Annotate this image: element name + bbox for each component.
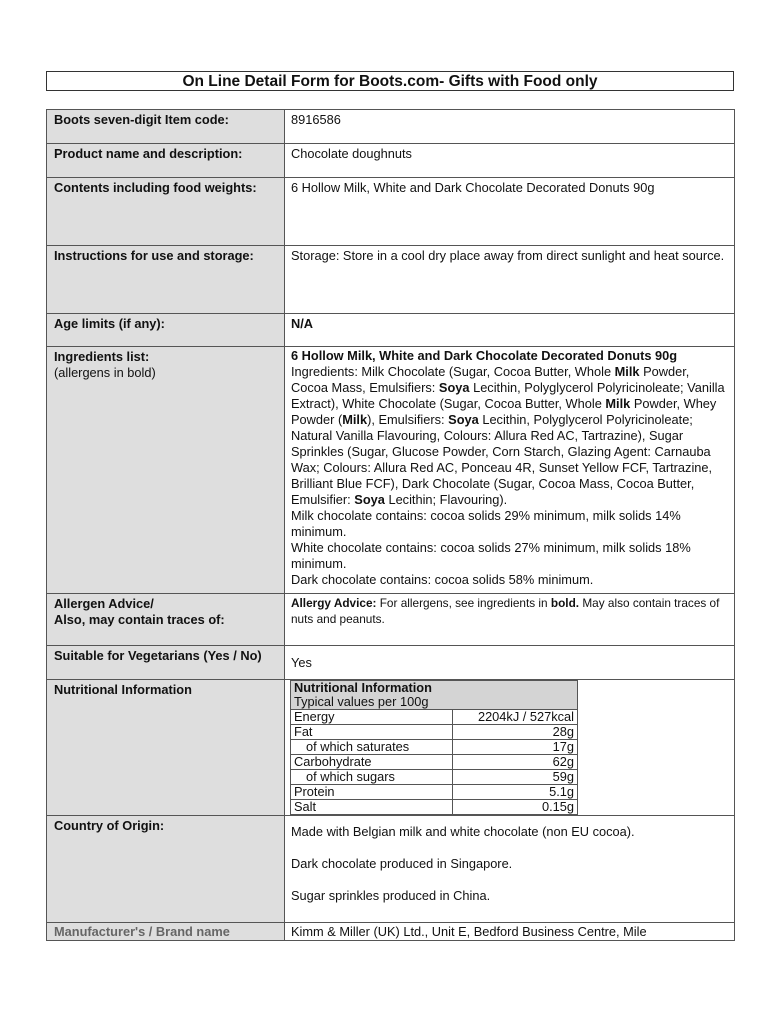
nutrition-table-subtitle: Typical values per 100g (291, 695, 578, 710)
ingredients-segment: ), Emulsifiers: (367, 412, 449, 427)
row-origin (47, 816, 735, 923)
nutrition-table-title: Nutritional Information (291, 681, 578, 696)
ingredients-text (291, 364, 728, 508)
instructions-label: Instructions for use and storage: (47, 246, 285, 314)
nutrient-name: Salt (291, 800, 453, 815)
item-code-label: Boots seven-digit Item code: (47, 110, 285, 144)
row-manufacturer (47, 923, 735, 941)
allergen-bold: bold. (550, 596, 580, 610)
ingredients-label: Ingredients list: (54, 349, 150, 364)
origin-line: Dark chocolate produced in Singapore. (291, 856, 513, 871)
row-item-code (47, 110, 735, 144)
cocoa-solids-note: Milk chocolate contains: cocoa solids 29% minimum, milk solids 14% minimum. (291, 508, 681, 539)
ingredients-heading: 6 Hollow Milk, White and Dark Chocolate Decorated Donuts 90g (291, 348, 678, 363)
ingredients-sublabel: (allergens in bold) (54, 365, 156, 380)
ingredients-segment: Lecithin; Flavouring). (384, 492, 508, 507)
cocoa-solids-note: Dark chocolate contains: cocoa solids 58% minimum. (291, 572, 594, 587)
vegetarian-label: Suitable for Vegetarians (Yes / No) (47, 646, 285, 680)
product-name-label: Product name and description: (47, 144, 285, 178)
allergen-value (285, 594, 735, 646)
allergen-text1: For allergens, see ingredients in (376, 596, 551, 610)
nutrient-value: 62g (453, 755, 578, 770)
age-label: Age limits (if any): (47, 314, 285, 347)
row-instructions (47, 246, 735, 314)
nutrition-row (291, 800, 578, 815)
vegetarian-value: Yes (285, 646, 735, 680)
ingredients-segment: Powder, Whey Powder ( (291, 396, 717, 427)
nutrient-value: 28g (453, 725, 578, 740)
form-title: On Line Detail Form for Boots.com- Gifts with Food only (46, 71, 734, 91)
row-contents (47, 178, 735, 246)
allergen-label-cell (47, 594, 285, 646)
nutrient-value: 2204kJ / 527kcal (453, 710, 578, 725)
age-value: N/A (285, 314, 735, 347)
origin-lines (291, 824, 728, 904)
manufacturer-value: Kimm & Miller (UK) Ltd., Unit E, Bedford Business Centre, Mile (285, 923, 735, 941)
allergen-highlight: Soya (438, 380, 470, 395)
nutrition-row (291, 755, 578, 770)
ingredients-segment: Powder, Cocoa Mass, Emulsifiers: (291, 364, 690, 395)
ingredients-segment: Ingredients: Milk Chocolate (Sugar, Cocoa Butter, Whole (291, 364, 615, 379)
nutrition-row (291, 710, 578, 725)
allergen-highlight: Milk (614, 364, 640, 379)
row-ingredients (47, 347, 735, 594)
ingredients-segment: Lecithin, Polyglycerol Polyricinoleate; Vanilla Extract), White Chocolate (Sugar, Cocoa Butter, Whole (291, 380, 725, 411)
nutrition-row (291, 770, 578, 785)
nutrient-value: 5.1g (453, 785, 578, 800)
nutrient-value: 17g (453, 740, 578, 755)
instructions-value: Storage: Store in a cool dry place away from direct sunlight and heat source. (285, 246, 735, 314)
nutrient-value: 59g (453, 770, 578, 785)
product-name-value: Chocolate doughnuts (285, 144, 735, 178)
contents-label: Contents including food weights: (47, 178, 285, 246)
row-age (47, 314, 735, 347)
item-code-value: 8916586 (285, 110, 735, 144)
allergen-advice-lead: Allergy Advice: (291, 596, 377, 610)
nutrition-label: Nutritional Information (47, 680, 285, 816)
allergen-highlight: Soya (448, 412, 479, 427)
ingredients-value-cell (285, 347, 735, 594)
row-nutrition (47, 680, 735, 816)
row-allergen (47, 594, 735, 646)
nutrient-name: Carbohydrate (291, 755, 453, 770)
ingredients-label-cell (47, 347, 285, 594)
nutrition-table (290, 680, 578, 815)
allergen-highlight: Milk (342, 412, 368, 427)
row-product-name (47, 144, 735, 178)
origin-value (285, 816, 735, 923)
nutrition-row (291, 785, 578, 800)
allergen-highlight: Soya (354, 492, 385, 507)
allergen-text2: May also contain traces of nuts and peanuts. (291, 596, 720, 626)
nutrient-name: Protein (291, 785, 453, 800)
ingredients-segment: Lecithin, Polyglycerol Polyricinoleate; Natural Vanilla Flavouring, Colours: Allura Red AC, Tartrazine), Sugar Sprinkles (Sugar, Glucose Powder, Corn Starch, Glazing Agent: Carnauba Wax; Colours: Allura Red AC, Ponceau 4R, Sunset Yellow FCF, Tartrazine, Brilliant Blue FCF), Dark Chocolate (Sugar, Cocoa Mass, Cocoa Butter, Emulsifier: (291, 412, 713, 507)
nutrient-name: Fat (291, 725, 453, 740)
nutrient-value: 0.15g (453, 800, 578, 815)
nutrition-cell (285, 680, 735, 816)
cocoa-solids-note: White chocolate contains: cocoa solids 27% minimum, milk solids 18% minimum. (291, 540, 691, 571)
nutrition-row (291, 740, 578, 755)
ingredients-notes (291, 508, 728, 588)
nutrition-rows (291, 710, 578, 815)
origin-label: Country of Origin: (47, 816, 285, 923)
allergen-label-line1: Allergen Advice/ (54, 596, 154, 611)
origin-line: Sugar sprinkles produced in China. (291, 888, 491, 903)
nutrient-name: of which sugars (291, 770, 453, 785)
nutrient-name: of which saturates (291, 740, 453, 755)
manufacturer-label: Manufacturer's / Brand name (47, 923, 285, 941)
nutrient-name: Energy (291, 710, 453, 725)
row-vegetarian (47, 646, 735, 680)
origin-line: Made with Belgian milk and white chocolate (non EU cocoa). (291, 824, 635, 839)
nutrition-row (291, 725, 578, 740)
detail-form-table (46, 109, 735, 941)
allergen-label-line2: Also, may contain traces of: (54, 612, 225, 627)
allergen-highlight: Milk (605, 396, 631, 411)
contents-value: 6 Hollow Milk, White and Dark Chocolate Decorated Donuts 90g (285, 178, 735, 246)
